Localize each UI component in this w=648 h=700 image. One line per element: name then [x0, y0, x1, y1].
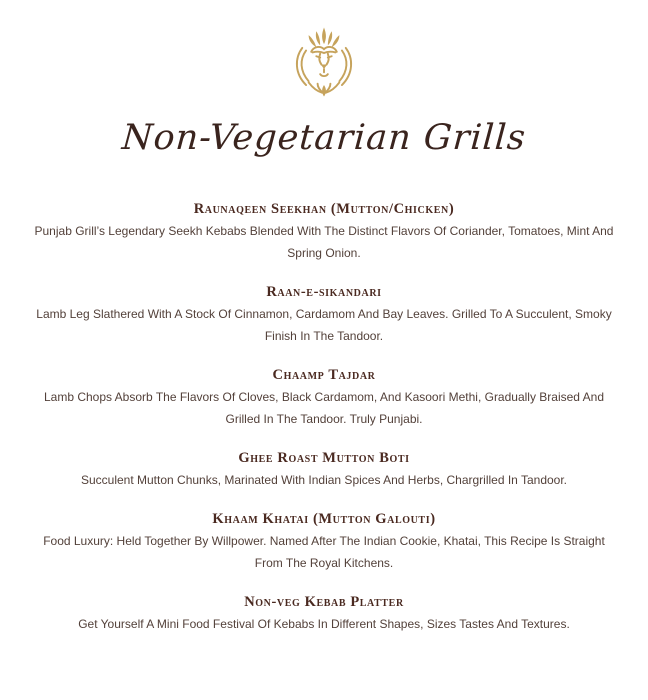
menu-item-name: Chaamp Tajdar: [272, 367, 376, 383]
menu-item: [29, 281, 619, 347]
brand-logo: [0, 0, 648, 102]
menu-list: [29, 198, 619, 635]
menu-item-description: Lamb Leg Slathered With A Stock Of Cinnamon, Cardamom And Bay Leaves. Grilled To A Succulent, Smoky Finish In The Tandoor.: [36, 307, 612, 343]
menu-item: [29, 364, 619, 430]
menu-item: [29, 591, 619, 635]
menu-item: [29, 198, 619, 264]
menu-item-description: Get Yourself A Mini Food Festival Of Kebabs In Different Shapes, Sizes Tastes And Textures.: [78, 617, 570, 631]
menu-item-description: Lamb Chops Absorb The Flavors Of Cloves, Black Cardamom, And Kasoori Methi, Gradually Braised And Grilled In The Tandoor. Truly Punjabi.: [43, 390, 605, 426]
page-title: Non-Vegetarian Grills: [120, 118, 528, 158]
menu-item-name: Non-veg Kebab Platter: [244, 594, 404, 610]
menu-item: [29, 447, 619, 491]
menu-item-name: Ghee Roast Mutton Boti: [238, 450, 410, 466]
menu-item-name: Raunaqeen Seekhan (Mutton/Chicken): [193, 201, 455, 217]
menu-item-name: Raan-e-sikandari: [266, 284, 382, 300]
menu-item-name: Khaam Khatai (Mutton Galouti): [212, 511, 436, 527]
menu-item-description: Succulent Mutton Chunks, Marinated With Indian Spices And Herbs, Chargrilled In Tandoor.: [80, 473, 568, 487]
menu-item-description: Food Luxury: Held Together By Willpower. Named After The Indian Cookie, Khatai, This Recipe Is Straight From The Royal Kitchens.: [43, 534, 605, 570]
menu-item-description: Punjab Grill’s Legendary Seekh Kebabs Blended With The Distinct Flavors Of Coriander, Tomatoes, Mint And Spring Onion.: [34, 224, 614, 260]
menu-item: [29, 508, 619, 574]
lion-crest-icon: [292, 24, 356, 100]
